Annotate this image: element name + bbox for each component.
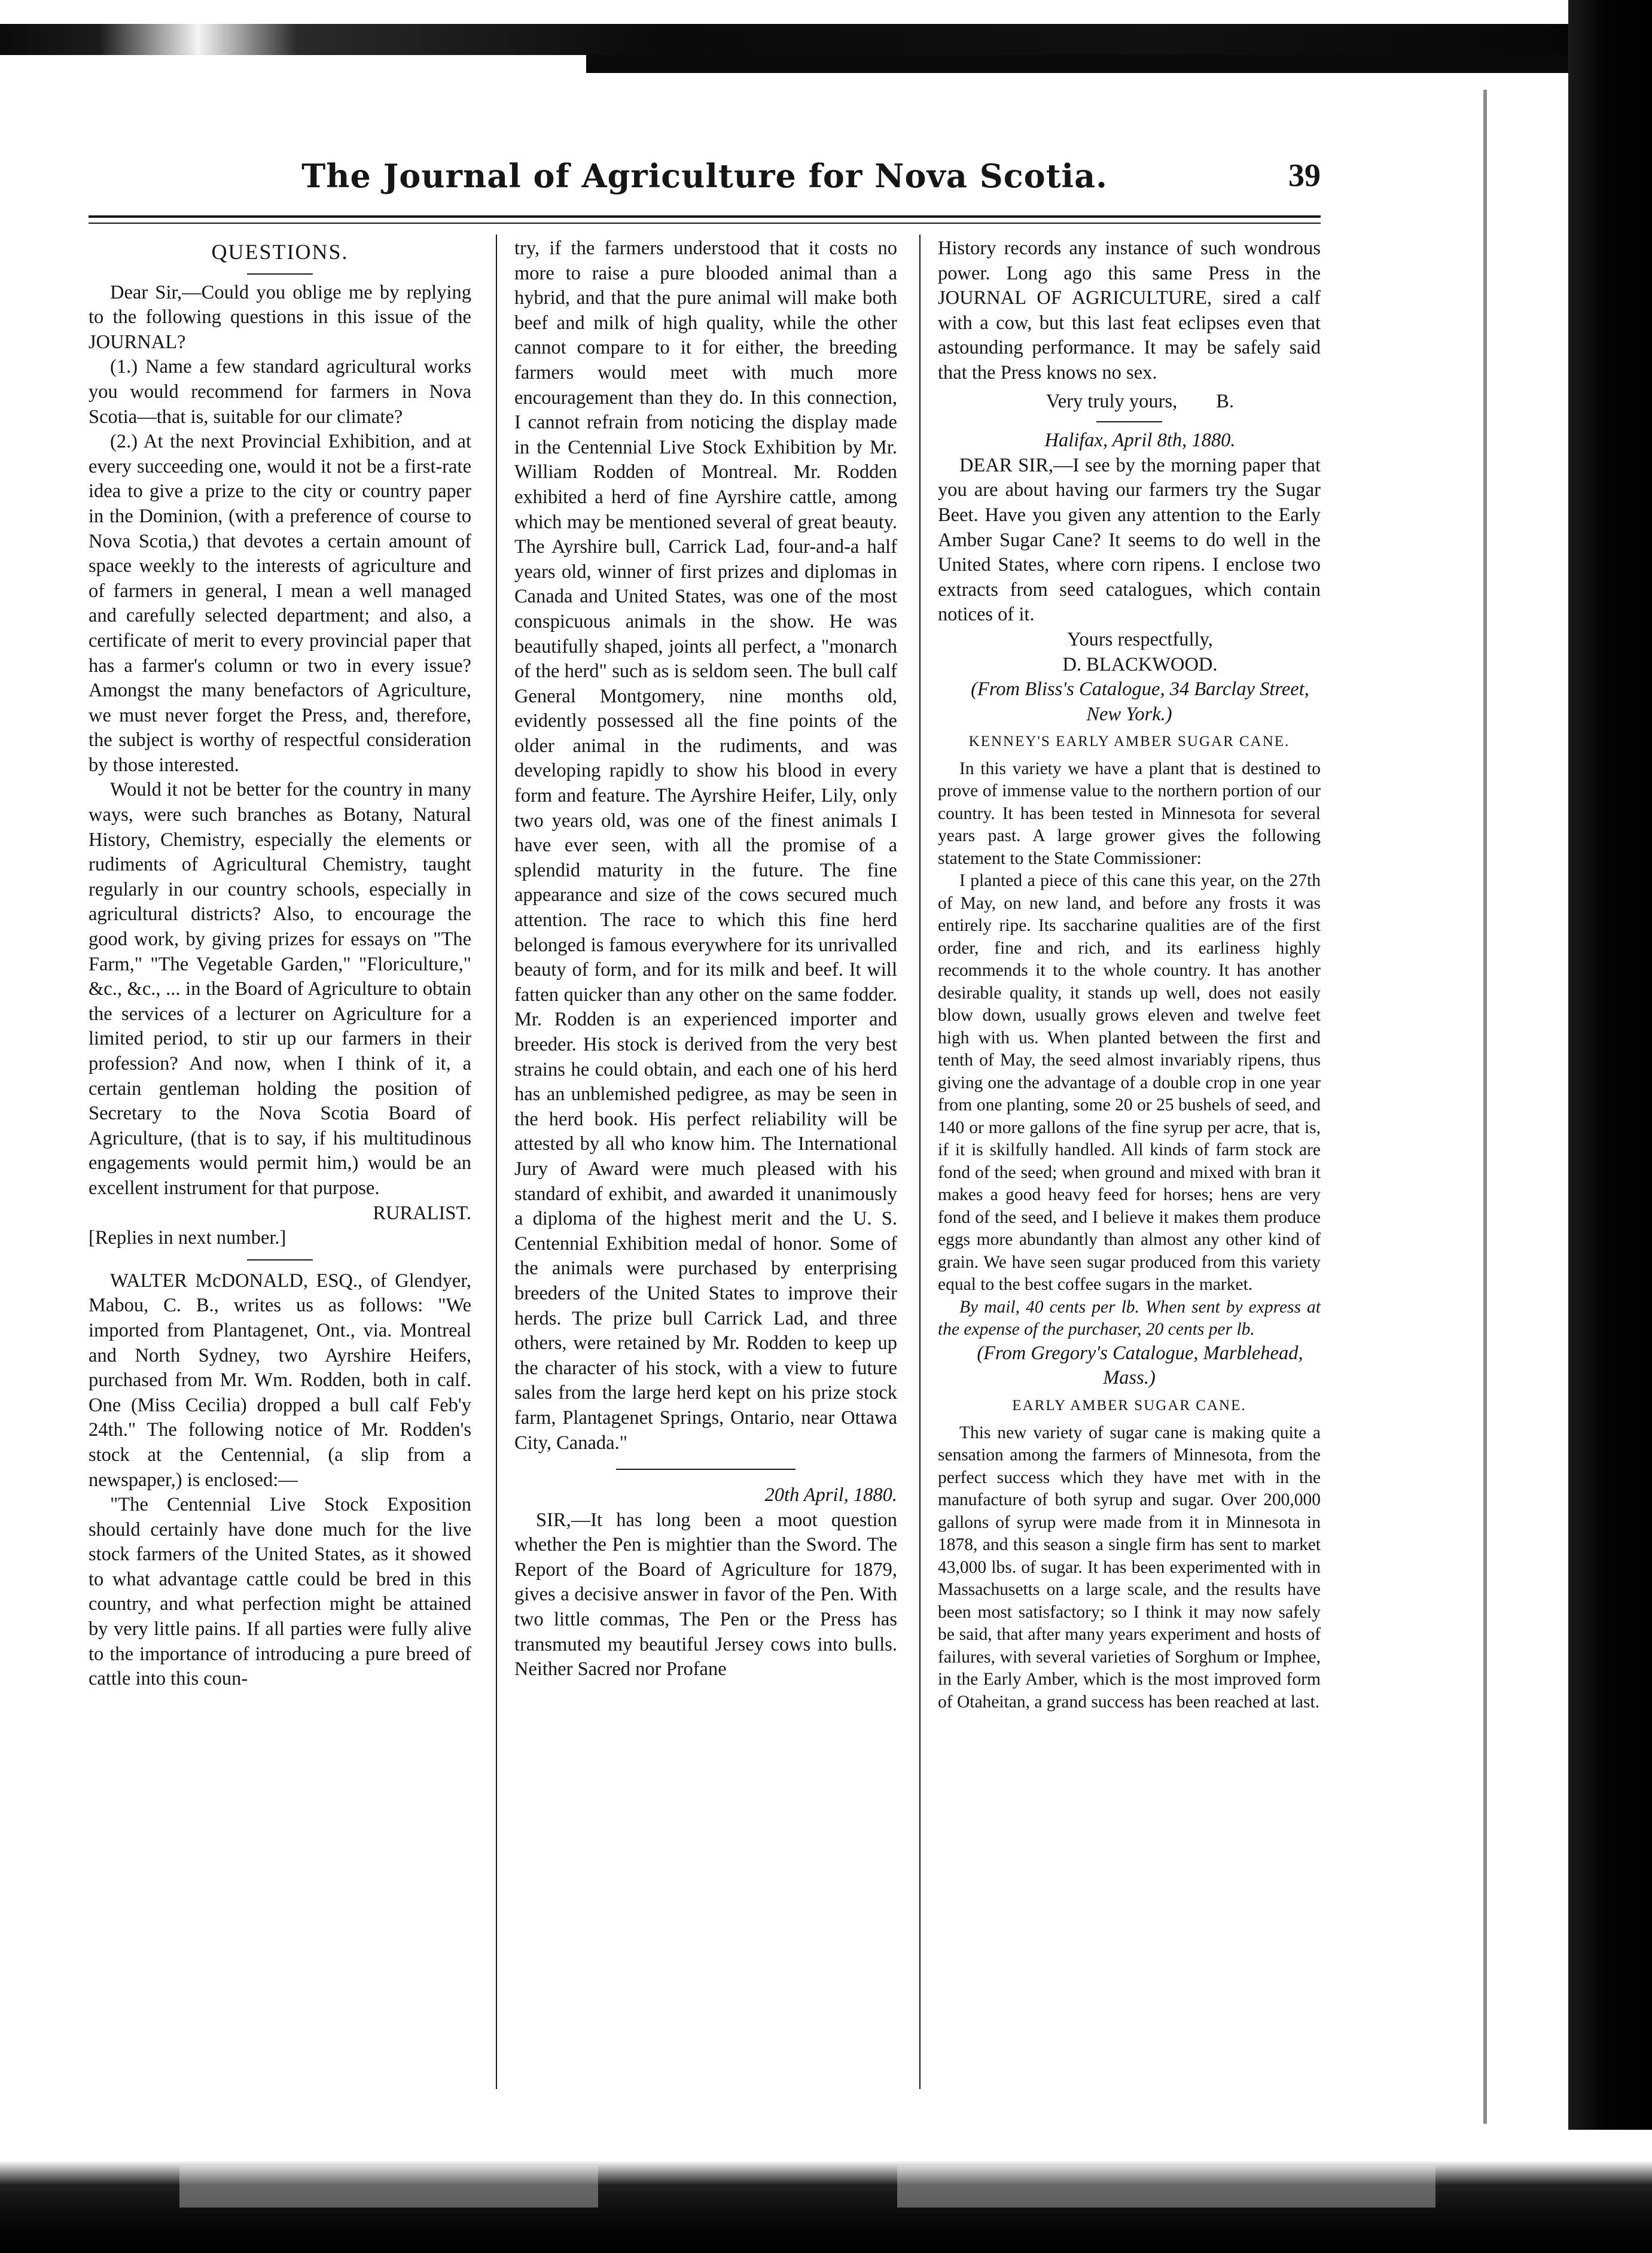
paragraph: Dear Sir,—Could you oblige me by replying to the following questions in this issue of the JOURNAL? — [89, 281, 471, 353]
paragraph: History records any instance of such wondrous power. Long ago this same Press in the JOURNAL OF AGRICULTURE, sired a calf with a cow, but this last feat eclipses even that astounding performance. It may be safely said that the Press knows no sex. — [938, 238, 1321, 383]
closing — [938, 389, 1321, 415]
divider — [247, 1259, 313, 1261]
page-edge-shadow — [1483, 90, 1487, 2124]
paragraph: (1.) Name a few standard agricultural works you would recommend for farmers in Nova Scotia—that is, suitable for our climate? — [89, 356, 471, 428]
paragraph: In this variety we have a plant that is destined to prove of immense value to the northern portion of our country. It has been tested in Minnesota for several years past. A large grower gives the following statement to the State Commissioner: — [938, 759, 1321, 868]
journal-title: The Journal of Agriculture for Nova Scotia. — [301, 157, 1108, 195]
paragraph: "The Centennial Live Stock Exposition should certainly have done much for the live stock farmers of the United States, as it showed to what advantage cattle could be bred in this country, and what perfection might be attained by very little pains. If all parties were fully alive to the importance of introducing a pure breed of cattle into this coun- — [89, 1494, 471, 1690]
closing-initial: B. — [1216, 390, 1235, 412]
subheading: EARLY AMBER SUGAR CANE. — [1012, 1398, 1246, 1414]
scan-streak — [179, 2166, 598, 2208]
paragraph: try, if the farmers understood that it costs no more to raise a pure blooded animal than a hybrid, and that the pure animal will make both beef and milk of high quality, while the other cannot compare to it for either, the breeding farmers would meet with much more encouragement than they do. In this connection, I cannot refrain from noticing the display made in the Centennial Live Stock Exhibition by Mr. William Rodden of Montreal. Mr. Rodden exhibited a herd of fine Ayrshire cattle, among which may be mentioned several of great beauty. The Ayrshire bull, Carrick Lad, four-and-a half years old, winner of first prizes and diplomas in Canada and United States, was one of the most conspicuous animals in the show. He was beautifully shaped, joints all perfect, a "monarch of the herd" such as is seldom seen. The bull calf General Montgomery, nine months old, evidently possessed all the fine points of the older animal in the rudiments, and was developing rapidly to show his blood in every form and feature. The Ayrshire Heifer, Lily, only two years old, was one of the finest animals I have ever seen, with all the promise of a splendid maturity in the future. The fine appearance and size of the cows secured much attention. The race to which this fine herd belonged is famous everywhere for its unrivalled beauty of form, and for its milk and beef. It will fatten quicker than any other on the same fodder. Mr. Rodden is an experienced importer and breeder. His stock is derived from the very best strains he could obtain, and each one of his herd has an unblemished pedigree, as may be seen in the herd book. His perfect reliability will be attested by all who know him. The International Jury of Award were much pleased with his standard of exhibit, and awarded it unanimously a diploma of the highest merit and the U. S. Centennial Exhibition medal of honor. Some of the animals were purchased by enterprising breeders of the United States to improve their herds. The prize bull Carrick Lad, and three others, were retained by Mr. Rodden to keep up the character of his stock, with a view to future sales from the large herd kept on his prize stock farm, Plantagenet Springs, Ontario, near Ottawa City, Canada." — [514, 238, 897, 1454]
dateline: Halifax, April 8th, 1880. — [1044, 430, 1236, 452]
divider — [616, 1469, 795, 1470]
scan-streak — [897, 2166, 1435, 2208]
paragraph: I planted a piece of this cane this year, on the 27th of May, on new land, and before any frosts it was entirely ripe. Its saccharine qualities are of the first order, fine and rich, and its earliness highly recommends it to the whole country. It has another desirable quality, it stands up well, does not easily blow down, usually grows eleven and twelve feet high with us. When planted between the first and tenth of May, the seed almost invariably ripens, thus giving one the advantage of a double crop in one year from one planting, some 20 or 25 bushels of seed, and 140 or more gallons of the fine syrup per acre, that is, if it is skilfully handled. All kinds of farm stock are fond of the seed; when ground and mixed with bran it makes a good heavy feed for horses; hens are very fond of the seed, and I believe it makes them produce eggs more abundantly than almost any other kind of grain. We have seen sugar produced from this variety equal to the best coffee sugars in the market. — [938, 871, 1321, 1295]
divider — [1096, 421, 1162, 422]
column-1 — [89, 236, 471, 2091]
dateline: 20th April, 1880. — [764, 1484, 897, 1506]
paragraph: Would it not be better for the country in many ways, were such branches as Botany, Natural History, Chemistry, especially the elements or rudiments of Agricultural Chemistry, taught regularly in our country schools, especially in agricultural districts? Also, to encourage the good work, by giving prizes for essays on "The Farm," "The Vegetable Garden," "Floriculture," &c., &c., ... in the Board of Agriculture to obtain the services of a lecturer on Agriculture for a limited period, to stir up our farmers in their profession? And now, when I think of it, a certain gentleman holding the position of Secretary to the Nova Scotia Board of Agriculture, (that is to say, if his multitudinous engagements would permit him,) would be an excellent instrument for that purpose. — [89, 779, 471, 1199]
page-header — [89, 157, 1321, 205]
paragraph: WALTER McDONALD, ESQ., of Glendyer, Mabou, C. B., writes us as follows: "We imported from Plantagenet, Ont., via. Montreal and North Sydney, two Ayrshire Heifers, purchased from Mr. Wm. Rodden, both in calf. One (Miss Cecilia) dropped a bull calf Feb'y 24th." The following notice of Mr. Rodden's stock at the Centennial, (a slip from a newspaper,) is enclosed:— — [89, 1269, 471, 1491]
paragraph: DEAR SIR,—I see by the morning paper that you are about having our farmers try the Sugar Beet. Have you given any attention to the Early Amber Sugar Cane? It seems to do well in the United States, where corn ripens. I enclose two extracts from seed catalogues, which contain notices of it. — [938, 454, 1321, 626]
scan-bottom-border — [0, 2130, 1652, 2253]
source-note: (From Gregory's Catalogue, Marblehead, Mass.) — [977, 1342, 1303, 1389]
section-title: QUESTIONS. — [211, 240, 349, 264]
scan-top-border — [0, 0, 1652, 90]
replies-note: [Replies in next number.] — [89, 1227, 286, 1249]
scan-dark-band — [0, 24, 1652, 55]
column-rule — [496, 235, 497, 2089]
paragraph: This new variety of sugar cane is making quite a sensation among the farmers of Minnesota, from the perfect success which they have met with in the manufacture of both syrup and sugar. Over 200,000 gallons of syrup were made from it in Minnesota in 1878, and this season a single firm has sent to market 43,000 lbs. of sugar. It has been experimented with in Massachusetts on a large scale, and the results have been most satisfactory; so I think it may now safely be said, that after many years experiment and hosts of failures, with several varieties of Sorghum or Imphee, in the Early Amber, which is the most improved form of Otaheitan, a grand success has been reached at last. — [938, 1423, 1321, 1712]
signature: RURALIST. — [373, 1202, 471, 1224]
header-rule — [89, 215, 1321, 224]
paragraph: SIR,—It has long been a moot question whether the Pen is mightier than the Sword. The Report of the Board of Agriculture for 1879, gives a decisive answer in favor of the Pen. With two little commas, The Pen or the Press has transmuted my beautiful Jersey cows into bulls. Neither Sacred nor Profane — [514, 1509, 897, 1680]
paragraph: (2.) At the next Provincial Exhibition, and at every succeeding one, would it not be a first-rate idea to give a prize to the city or country paper in the Dominion, (with a preference of course to Nova Scotia,) that devotes a certain amount of space weekly to the interests of agriculture and of farmers in general, I mean a well managed and carefully selected department; and also, a certificate of merit to every provincial paper that has a farmer's column or two in every issue? Amongst the many benefactors of Agriculture, we must never forget the Press, and, therefore, the subject is worthy of respectful consideration by those interested. — [89, 431, 471, 776]
page-number: 39 — [1288, 157, 1321, 193]
source-note: (From Bliss's Catalogue, 34 Barclay Street, New York.) — [971, 678, 1309, 725]
price-note: By mail, 40 cents per lb. When sent by express at the expense of the purchaser, 20 cents per lb. — [938, 1297, 1321, 1339]
column-rule — [919, 235, 921, 2089]
section-rule — [247, 273, 313, 275]
scan-dark-band-lower — [586, 55, 1652, 73]
scan-right-border — [1568, 0, 1652, 2253]
closing: Yours respectfully, — [1067, 628, 1213, 650]
column-3 — [938, 236, 1321, 2091]
column-2 — [514, 236, 897, 2091]
closing-text: Very truly yours, — [1046, 390, 1178, 412]
signature: D. BLACKWOOD. — [1062, 653, 1218, 675]
subheading: KENNEY'S EARLY AMBER SUGAR CANE. — [968, 733, 1290, 750]
